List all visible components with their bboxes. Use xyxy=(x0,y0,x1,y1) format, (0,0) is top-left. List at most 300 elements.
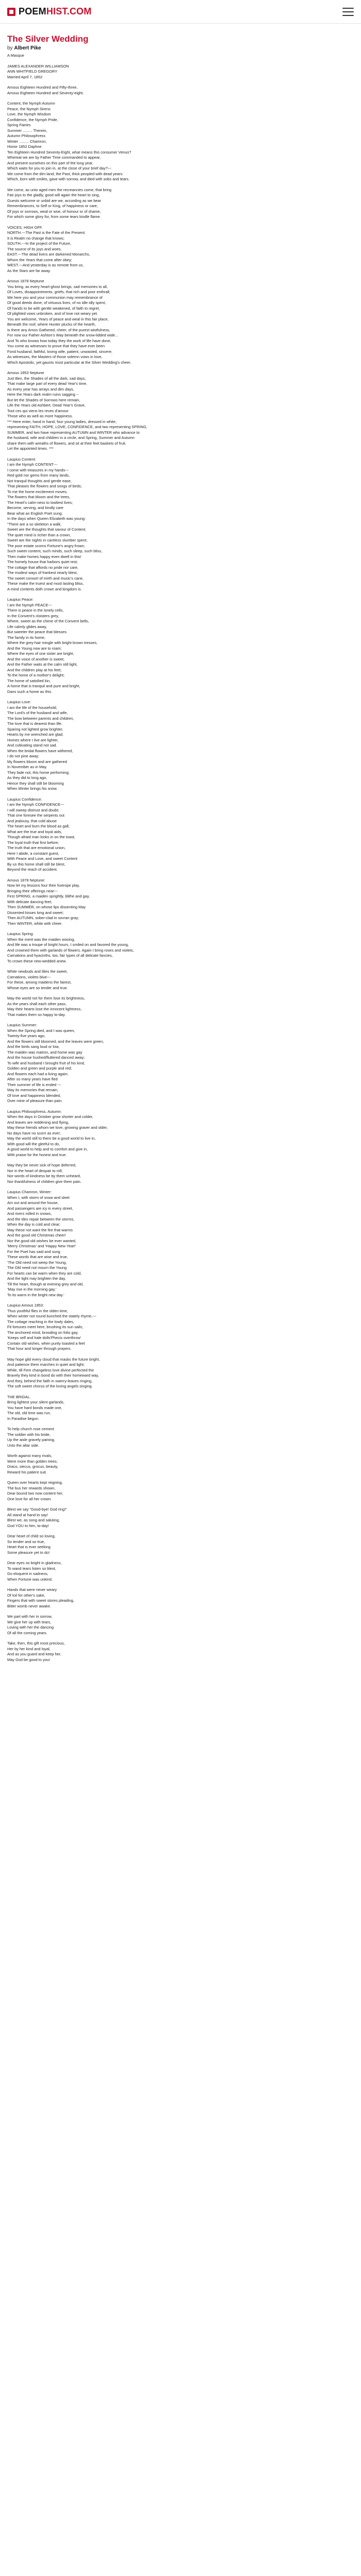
poem-line: After so many years have fled xyxy=(7,1077,58,1081)
poem-line: We give her up with tears, xyxy=(7,1619,52,1624)
poem-line: The family in its home, xyxy=(7,635,45,640)
poem-line: Honor 1852 Daphne xyxy=(7,144,42,149)
poem-line: The anchored mind, brooding on folio gay, xyxy=(7,1330,78,1335)
poem-line: The modest ways of frankest nearly blest, xyxy=(7,570,78,575)
poem-line: Amous 1853 Neptune xyxy=(7,370,44,375)
poem-line: And the voice of another is sweet; xyxy=(7,656,64,662)
poem-line: When I, with storm of snow and sleet xyxy=(7,1195,70,1200)
poem-line: Which Apostolic, yet gaunts most particular at the Silver Wedding's cheer. xyxy=(7,360,132,365)
poem-line: To me the home excitement moves; xyxy=(7,489,68,494)
poem-line: We part with her in sorrow, xyxy=(7,1614,53,1619)
poem-line: Were more than golden trees; xyxy=(7,1459,58,1464)
poem-line: And the Young now are to roam; xyxy=(7,646,62,651)
stanza xyxy=(7,457,354,592)
poem-line: Draco, siecus, grocus, beauty, xyxy=(7,1464,58,1469)
poem-line: All stand at hand to say! xyxy=(7,1512,48,1517)
poem-line: Of love and happiness blended, xyxy=(7,1093,61,1098)
author-link[interactable]: Albert Pike xyxy=(14,45,41,51)
poem-line: Which waits for you to join in, at the close of your brief day?--- xyxy=(7,166,112,171)
poem-line: Carnations, violets blue--- xyxy=(7,974,51,979)
poem-line: Laupius Philosophress, Autumn: xyxy=(7,1109,62,1114)
poem-line: And cultivating stand not sad. xyxy=(7,743,57,748)
poem-line: Where the grey-hair mingle with bright brown tresses, xyxy=(7,640,97,645)
poem-line: Not tranquil thoughts and gentle ease, xyxy=(7,478,72,483)
stanza xyxy=(7,53,354,59)
poem-line: Laupius Confidence: xyxy=(7,796,42,802)
poem-line: Sweet are the nights in careless slumber spent; xyxy=(7,538,88,543)
stanza xyxy=(7,996,354,1018)
poem-line: Of joys or sorrows, weal or woe, of honour or of shame, xyxy=(7,209,101,214)
stanza xyxy=(7,597,354,694)
poem-line: Fond husband, faithful, loving wife, patient, unwasted, sincere; xyxy=(7,349,112,354)
poem-page xyxy=(0,24,361,1663)
poem-line: Am out and around the house, xyxy=(7,1200,59,1205)
logo-text-main: POEM xyxy=(19,6,46,16)
hamburger-menu-icon[interactable] xyxy=(342,8,354,16)
poem-line: Over mine of pleasure than pain. xyxy=(7,1098,63,1103)
poem-line: Though afraid man looks in on the toast, xyxy=(7,835,75,839)
poem-line: The truth that are emotional union, xyxy=(7,845,65,850)
poem-line: When the days in October grow shorter and colder, xyxy=(7,1114,93,1119)
poem-line: And the light may brighten the day, xyxy=(7,1276,66,1281)
poem-line: And jealousy, that cold abuse xyxy=(7,818,57,823)
poem-line: Remembrances, to Self or King, of happiness or care, xyxy=(7,204,98,208)
poem-line: And flowers each had a living again; xyxy=(7,1071,69,1076)
stanza xyxy=(7,279,354,365)
poem-line: 'The Old need not weep the Young, xyxy=(7,1260,67,1265)
stanza xyxy=(7,1614,354,1636)
poem-line: The home of satisfied kin, xyxy=(7,678,51,683)
poem-line: As the years shall each other pass, xyxy=(7,1001,67,1006)
poem-line: Ten Eighteen Hundred Seventy-Eight, what means this consumer Venus? xyxy=(7,149,132,155)
poem-line: Amous 1878 Neptune: xyxy=(7,877,45,883)
poem-line: And life was a troupe of bright hours, I smiled on and favored the young, xyxy=(7,942,129,947)
poem-line: Golden and green and purple and red; xyxy=(7,1066,72,1071)
poem-line: Just Ben, the Shades of all the dark, sad days, xyxy=(7,376,86,381)
poem-line: The soft sweet chorus of the loving angels singing. xyxy=(7,1384,93,1388)
poem-line: That pleases the flowers and songs of birds; xyxy=(7,484,82,488)
poem-line: Such sweet content, such minds, such sleep, such bliss, xyxy=(7,549,103,553)
poem-line: And they, behind the faith in swerry-leaves ringing, xyxy=(7,1378,93,1383)
poem-line: Guests welcome or unbid are we, according as we bear xyxy=(7,198,101,203)
poem-line: Loving with her the dancing xyxy=(7,1625,54,1630)
poem-line: My flowers bloom and are gathered xyxy=(7,759,67,764)
poem-line: By us this home shall still be blest, xyxy=(7,861,65,867)
poem-line: And present ourselves on this part of the long year, xyxy=(7,160,93,165)
poem-line: But let the Shades of Sorrows here remain, xyxy=(7,397,80,402)
poem-line: Become, serving, and kindly care xyxy=(7,505,63,510)
poem-line: We here you and your communion may remembrance of xyxy=(7,295,103,300)
stanza xyxy=(7,1641,354,1663)
poem-line: ANN WHITFIELD GREGORY xyxy=(7,69,58,74)
poem-line: When Fortune was unkind. xyxy=(7,1577,53,1582)
poem-byline xyxy=(7,45,354,51)
poem-line: White newbuds and lilies the sweet, xyxy=(7,969,68,974)
stanza xyxy=(7,370,354,452)
poem-line: But sweeter the peace that blesses xyxy=(7,630,67,634)
poem-line: Fingers that with sweet stores pleading, xyxy=(7,1598,74,1603)
stanza xyxy=(7,700,354,792)
poem-line: The flowers that bloom and the trees, xyxy=(7,495,71,499)
stanza xyxy=(7,1109,354,1158)
poem-line: Contain old wishes, when purity toasted a feel xyxy=(7,1341,85,1346)
poem-line: And the good old Christmas cheer! xyxy=(7,1233,66,1238)
poem-line: I am the Nymph CONTENT--- xyxy=(7,462,57,467)
poem-line: May their hearts lose the innocent lightness, xyxy=(7,1007,82,1011)
poem-line: Then SUMMER, on whose lips dissenting May xyxy=(7,905,86,909)
poem-line: In Paradise begun. xyxy=(7,1416,40,1421)
poem-line: Laupius Content: xyxy=(7,456,36,462)
stanza xyxy=(7,1357,354,1389)
poem-line: And leaves are reddening and flying, xyxy=(7,1120,69,1125)
poem-title: The Silver Wedding xyxy=(7,34,89,44)
poem-line: To wife and husband I brought fruit of his kind, xyxy=(7,1060,85,1065)
poem-line: Tout ces qui viens les reves d'amour xyxy=(7,408,69,413)
poem-line: Fair joys to the gladly, good will again the heart to sing, xyxy=(7,193,100,197)
poem-line: Sparing not lighted grow brighter, xyxy=(7,726,63,732)
poem-line: When Winter brings his snow. xyxy=(7,786,58,791)
poem-line: 'Keeps self and hale dolls'Phecis overthrow' xyxy=(7,1335,81,1340)
poem-line: Nor the good old wishes be ever wanted, xyxy=(7,1238,76,1243)
poem-line: And the children play at his feet; xyxy=(7,667,62,672)
poem-line: A mind contents doth crown and kingdom is. xyxy=(7,586,82,591)
poem-line: As they did to long ago, xyxy=(7,775,47,780)
stanza xyxy=(7,797,354,873)
poem-line: And patience them marches in quiet and light; xyxy=(7,1362,85,1367)
poem-line: Hearts by me wrenched are glad; xyxy=(7,732,63,737)
poem-line: Married April 7, 1852 xyxy=(7,74,43,79)
poem-line: Laupius Summer: xyxy=(7,1023,37,1027)
poem-line: May hope gild every cloud that masks the future bright, xyxy=(7,1357,100,1362)
poem-line: I will sweep distrust and doubt; xyxy=(7,807,59,812)
poem-line: And To who knows how today they the work of life have done, xyxy=(7,338,111,343)
stanza xyxy=(7,1587,354,1609)
poem-line: Of toil for other's sake, xyxy=(7,1592,45,1598)
poem-line: And the Father waits at the calm still light, xyxy=(7,662,78,667)
poem-line: Laupius Chamron, Winter: xyxy=(7,1190,52,1194)
stanza xyxy=(7,225,354,274)
poem-line: Dissented kisses long and sweet; xyxy=(7,910,64,915)
poem-line: Blest we, as song and saluting, xyxy=(7,1518,60,1522)
poem-line: the husband, wife and children in a circle, and Spring, Summer and Autumn xyxy=(7,435,135,440)
poem-line: Of all the coming years. xyxy=(7,1630,47,1635)
poem-line: Twenty-five years ago, xyxy=(7,1033,45,1038)
stanza xyxy=(7,1507,354,1529)
poem-line: To its warm in the bright new day.' xyxy=(7,1292,64,1297)
poem-line: representing FAITH, HOPE, LOVE, CONFIDENCE, and two representing SPRING, xyxy=(7,425,147,429)
poem-line: And as you guard and keep her, xyxy=(7,1652,61,1656)
poem-line: That hour and longer through prayers. xyxy=(7,1346,72,1351)
poem-line: And the birds sang loud or low, xyxy=(7,1044,60,1049)
poem-line: As witnesses, the Masters of those solemn vows in love, xyxy=(7,354,103,359)
poem-line: Bitter womb never awake. xyxy=(7,1603,52,1608)
poem-line: Winter ......... Chamron, xyxy=(7,139,47,144)
stanza xyxy=(7,931,354,964)
poem-line: You bring, as every heart-ghost brings, sad memories to all, xyxy=(7,284,108,289)
poem-line: May these friends whom we love, growing graver and older, xyxy=(7,1125,108,1130)
stanza xyxy=(7,878,354,927)
poem-line: Bravely they kind in bond do with their homeward way, xyxy=(7,1373,99,1378)
poem-line: You come as witnesses to prove that they have ever been xyxy=(7,344,105,348)
poem-line: JAMES ALEXANDER WILLIAMSON xyxy=(7,63,69,69)
poem-line: Which, born with smiles, gave with sorrow, and died with sobs and tears. xyxy=(7,177,130,181)
poem-line: NORTH.---The Past is the Fate of the Present; xyxy=(7,230,86,235)
stanza xyxy=(7,969,354,991)
poem-line: May these not want the fire that warms xyxy=(7,1227,73,1232)
poem-line: 'May rise in the morning gay,' xyxy=(7,1287,57,1292)
poem-line: Amous Eighteen Hundred and Fifty-three, xyxy=(7,85,78,90)
poem-line: Of plighted vows unbroken, and of love not weary yet. xyxy=(7,311,98,316)
poem-line: And the flowers still bloomed, and the leaves were green, xyxy=(7,1039,104,1044)
poem-line: Till the heart, though at evening grey and old, xyxy=(7,1281,84,1286)
poem-line: To the home of a mother's delight; xyxy=(7,673,65,677)
poem-line: Some pleasure yet to do! xyxy=(7,1550,50,1555)
poem-line: May the world not for them lose its brightness, xyxy=(7,996,85,1001)
poem-line: Sweet are the thoughts that savour of Content; xyxy=(7,527,86,532)
poem-line: Then AUTUMN, sober-clad in sovran gray; xyxy=(7,916,79,920)
poem-line: The cottage reaching in the lowly dales, xyxy=(7,1319,74,1324)
poem-line: SOUTH.---In the project of the Future, xyxy=(7,241,72,246)
poem-line: Dear heart of child so loving, xyxy=(7,1534,56,1538)
poem-line: With good will the gleeful to do, xyxy=(7,1141,60,1146)
poem-line: Bear what an English Poet sung; xyxy=(7,511,63,516)
poem-line: As the Stars are far away. xyxy=(7,268,51,273)
poem-line: The poor estate scorns Fortune's angry frown; xyxy=(7,543,85,548)
poem-line: Amous Eighteen Hundred and Seventy-eight. xyxy=(7,90,84,95)
poem-line: The heart and burn the blood as gall; xyxy=(7,824,70,828)
poem-line: Carnations and hyacinths, too, fair types of all delicate fancies, xyxy=(7,953,113,958)
poem-line: Heart that is ever seeking xyxy=(7,1545,51,1549)
poem-line: Bring lightest your silent garlands, xyxy=(7,1400,64,1404)
poem-line: May God be good to you! xyxy=(7,1657,50,1662)
poem-line: Dear eyes so bright in gladness, xyxy=(7,1561,62,1565)
poem-line: And the house hushed/fluttered danced away; xyxy=(7,1055,85,1060)
poem-line: I do not pine away; xyxy=(7,754,40,758)
poem-line: 'Merry Christmas' and 'Happy New Year!' xyxy=(7,1244,76,1248)
poem-line: Laupius Peace: xyxy=(7,597,34,602)
poem-line: What are the true and loyal aids, xyxy=(7,829,62,834)
poem-line: The Heart's calm-ness to lowliest lives; xyxy=(7,500,73,505)
poem-line: In the days when Queen Elizabeth was young: xyxy=(7,516,86,521)
poem-line: Beneath the roof, where Hunter plucks of the hearth, xyxy=(7,322,96,327)
poem-line: Of hands to be with gentle weakened, of faith to regret, xyxy=(7,306,100,311)
poem-line: We come from the dim land, the Past, thick peopled with dead years: xyxy=(7,171,123,176)
poem-line: Whose eyes are so tender and true. xyxy=(7,985,68,990)
poem-line: Then WINTER, white with cheer. xyxy=(7,921,62,926)
poem-line: First SPRING, a maiden sprightly, blithe and gay, xyxy=(7,894,90,899)
poem-line: Her by her kind and loyal, xyxy=(7,1646,51,1651)
stanza xyxy=(7,1303,354,1352)
poem-line: While, till Fem changeless love divine perfected the xyxy=(7,1367,94,1372)
poem-line: With delicate dancing feet; xyxy=(7,899,52,904)
poem-line: Reward his patient suit. xyxy=(7,1469,47,1475)
poem-line: When winter not round bunched the stately rhyme,--- xyxy=(7,1314,96,1318)
poem-line: When the day is cold and clear; xyxy=(7,1222,61,1227)
site-header xyxy=(0,0,361,24)
poem-line: Their summer of life is ended --- xyxy=(7,1082,61,1087)
poem-line: A home that is tranquil and pure and bright, xyxy=(7,684,80,688)
poem-line: Life calmly glides away, xyxy=(7,624,47,629)
poem-line: The Old need not mourn the Young xyxy=(7,1265,67,1270)
poem-line: I am the Nymph CONFIDENCE--- xyxy=(7,802,64,807)
poem-line: There is peace in the lonely cells, xyxy=(7,608,64,613)
poem-line: Life the Years old Ashbert, Dead Year's Grave, xyxy=(7,403,86,408)
poem-line: Up the aisle gravely paining, xyxy=(7,1437,55,1442)
poem-line: We come, as unto aged men the recreancies come, that bring xyxy=(7,187,111,192)
poem-line: To help church rose cement xyxy=(7,1427,54,1431)
poem-line: "There are a so skeleton a walk, xyxy=(7,521,62,527)
poem-line: The love that is dearest than life. xyxy=(7,721,62,726)
poem-line: When the Spring died, and I was queen, xyxy=(7,1028,75,1033)
poem-line: Autumn Philosophress xyxy=(7,133,45,138)
poem-line: Nor words of kindness be by them unheard, xyxy=(7,1174,81,1178)
poem-line: Then make homes happy even dwell in this! xyxy=(7,554,81,559)
poem-line: Laupius Spring: xyxy=(7,931,34,936)
poemhist-logo-icon xyxy=(7,8,15,16)
poem-line: THE BRIDAL. xyxy=(7,1394,31,1399)
poem-line: As every year has arrays and dim days, xyxy=(7,386,74,392)
stanza xyxy=(7,1023,354,1104)
poem-line: Content, the Nymph Autumn xyxy=(7,101,55,106)
poem-line: Whom the Years that come after obey; xyxy=(7,257,72,262)
poem-line: You have hard bonds made one, xyxy=(7,1405,62,1410)
poem-line: SUMMER, and two have representing AUTUMN and WINTER who advance to xyxy=(7,430,140,435)
poem-line: Unto the altar side. xyxy=(7,1443,40,1448)
poem-line: For hearts can be warm when they are cold, xyxy=(7,1270,82,1276)
poem-line: Laupius Love: xyxy=(7,700,31,704)
poem-line: Laupius Amous 1853: xyxy=(7,1303,44,1308)
poem-line: I am the life of the household, xyxy=(7,705,57,710)
poem-line: When the merit was the maiden wooing, xyxy=(7,937,75,942)
stanza xyxy=(7,188,354,220)
poem-line: Fit fortunes meet here, brushing its sun sails; xyxy=(7,1325,84,1329)
poem-line: In the Convent's cloisters grey, xyxy=(7,613,59,618)
poem-line: These words that are wise and true, xyxy=(7,1255,68,1259)
poem-line: Whereat we are by Father Time commanded to appear, xyxy=(7,155,101,160)
poem-line: Is there any Amos Gathered, cheer, of the purest wistfulness, xyxy=(7,327,110,332)
poem-line: And the tiles repair between the storms, xyxy=(7,1216,75,1222)
poem-line: The cottage that affords no pride nor care, xyxy=(7,565,78,570)
poem-line: God YOU to him, to-day! xyxy=(7,1523,49,1528)
stanza xyxy=(7,1427,354,1448)
byline-label: by xyxy=(7,45,13,51)
poem-line: Beyond the reach of accident. xyxy=(7,867,58,872)
stanza xyxy=(7,1534,354,1555)
poem-line: Now let my lessons four their foxtrope play, xyxy=(7,883,80,888)
poem-line: The maiden was matron, and home was gay xyxy=(7,1049,83,1055)
poem-line: That one foresee the serpents out xyxy=(7,813,64,818)
poem-line: For which some glory for, from some tears kindle flame. xyxy=(7,214,101,219)
poem-line: May they be never sick of hope deferred, xyxy=(7,1163,76,1167)
poem-line: Dear bound two now content her, xyxy=(7,1491,63,1496)
poem-line: May its memories that remain, xyxy=(7,1088,58,1092)
poem-line: The bus her rewards shown, xyxy=(7,1485,56,1490)
stanza xyxy=(7,85,354,96)
poem-line: And passengers are icy in every street, xyxy=(7,1206,73,1211)
poem-line: I come with treasures in my hands--- xyxy=(7,467,69,472)
poem-line: With Peace and Love, and sweet Content xyxy=(7,856,77,861)
poem-line: The homely house that harbors quiet rest; xyxy=(7,560,78,564)
poem-line: Nor in the heart of despair to roll; xyxy=(7,1168,63,1173)
poem-line: Worth against many rivals, xyxy=(7,1453,52,1458)
poem-line: The loyal truth that first before; xyxy=(7,840,59,845)
poem-line: I am the Nymph PEACE--- xyxy=(7,602,52,607)
poem-line: Hands that were never weary xyxy=(7,1587,57,1592)
poem-line: For the Poet has said and sung xyxy=(7,1249,60,1254)
poem-line: It is Realm no change that knows; xyxy=(7,235,64,241)
poem-line: Take, then, this gift most precious, xyxy=(7,1641,65,1646)
poem-line: These make the truest and most lasting bliss, xyxy=(7,581,84,586)
poem-line: That makes them so happy to-day. xyxy=(7,1012,66,1017)
poem-line: And crowned them with garlands of flowers. Again I bring roses and violets, xyxy=(7,947,134,953)
poem-body xyxy=(7,53,354,1663)
poem-line: WEST.---And yesterday is as remote from us, xyxy=(7,263,84,267)
poem-line: The soldier with his bride, xyxy=(7,1432,51,1437)
poem-line: No days have no scorn as ever; xyxy=(7,1130,61,1136)
poem-line: A good world to help and to comfort and give in, xyxy=(7,1147,88,1151)
stanza xyxy=(7,1395,354,1422)
poem-line: Thus youthful flies in the olden time, xyxy=(7,1308,68,1313)
poem-line: VOICES, HIGH OFF. xyxy=(7,225,43,230)
poem-line: Blest we say "Good-bye! God ring!" xyxy=(7,1507,67,1512)
stanza xyxy=(7,1190,354,1298)
poem-line: And rivers rolled in snows, xyxy=(7,1211,52,1216)
stanza xyxy=(7,1480,354,1502)
poem-line: Amous 1878 Neptune xyxy=(7,279,44,283)
stanza xyxy=(7,1561,354,1582)
poem-line: When the bridal flowers have withered, xyxy=(7,748,73,753)
poem-line: They fade not, this home performing; xyxy=(7,770,70,775)
poem-line: In November as in May. xyxy=(7,765,47,769)
poem-line: Where the eyes of one sister are bright, xyxy=(7,651,74,656)
stanza xyxy=(7,1163,354,1184)
poem-line: Queen over hearts kept reigning, xyxy=(7,1480,63,1485)
poem-line: For these, among maidens the fairest, xyxy=(7,980,72,985)
stanza xyxy=(7,1453,354,1475)
poem-line: To wand tears listen so blest, xyxy=(7,1566,56,1571)
poem-line: So tender and so true, xyxy=(7,1539,45,1544)
poem-line: To crown these new-wedded anew. xyxy=(7,958,67,963)
poem-line: One love for all her crown. xyxy=(7,1496,52,1501)
poem-line: That make large part of every dead Year's time, xyxy=(7,381,88,386)
poem-line: The bow between parents and children, xyxy=(7,716,74,721)
poem-line: Nor thankfulness of children give them pain. xyxy=(7,1179,81,1184)
poem-line: Let the appointed times. *** xyxy=(7,446,54,451)
poem-line: The old, old time was run, xyxy=(7,1411,51,1415)
poem-line: Dans such a home as this. xyxy=(7,689,53,694)
poem-line: Spring Fairies xyxy=(7,123,31,127)
poem-line: May the world still to them be a good world to live in, xyxy=(7,1136,96,1141)
poem-line: *** Here enter, hand in hand, four young ladies, dressed in white, xyxy=(7,419,117,424)
poem-line: Of Loves, disappointments, griefs, that rich and poor enthrall; xyxy=(7,290,110,294)
poem-line: A Masque xyxy=(7,53,24,58)
site-logo[interactable] xyxy=(7,6,91,17)
poem-line: Here I abide, a constant guest, xyxy=(7,851,59,856)
poem-line: Red gold nor gems from many lands, xyxy=(7,473,70,478)
poem-line: Summer ......... Therein, xyxy=(7,128,47,133)
poem-line: The sweet consort of mirth and music's cane, xyxy=(7,575,84,581)
stanza xyxy=(7,64,354,80)
poem-line: share them with wreaths of flowers, and sit at their feet baskets of fruit. xyxy=(7,440,126,446)
poem-line: Peace, the Nymph Sirens xyxy=(7,106,51,111)
poem-line: The quiet mind is richer than a crown, xyxy=(7,532,71,537)
poem-line: Of good deeds done, of virtuous lives, of no idle idly spent, xyxy=(7,300,106,305)
poem-line: Those who as well as more happiness. xyxy=(7,414,73,418)
poem-line: The Lord's of the husband and wife, xyxy=(7,710,68,715)
poem-line: Here the Years dark realm ruins sagging -- xyxy=(7,392,79,397)
poem-line: Hence they shall still be blooming xyxy=(7,781,64,786)
poem-line: Bringing their offerings near--- xyxy=(7,888,58,893)
